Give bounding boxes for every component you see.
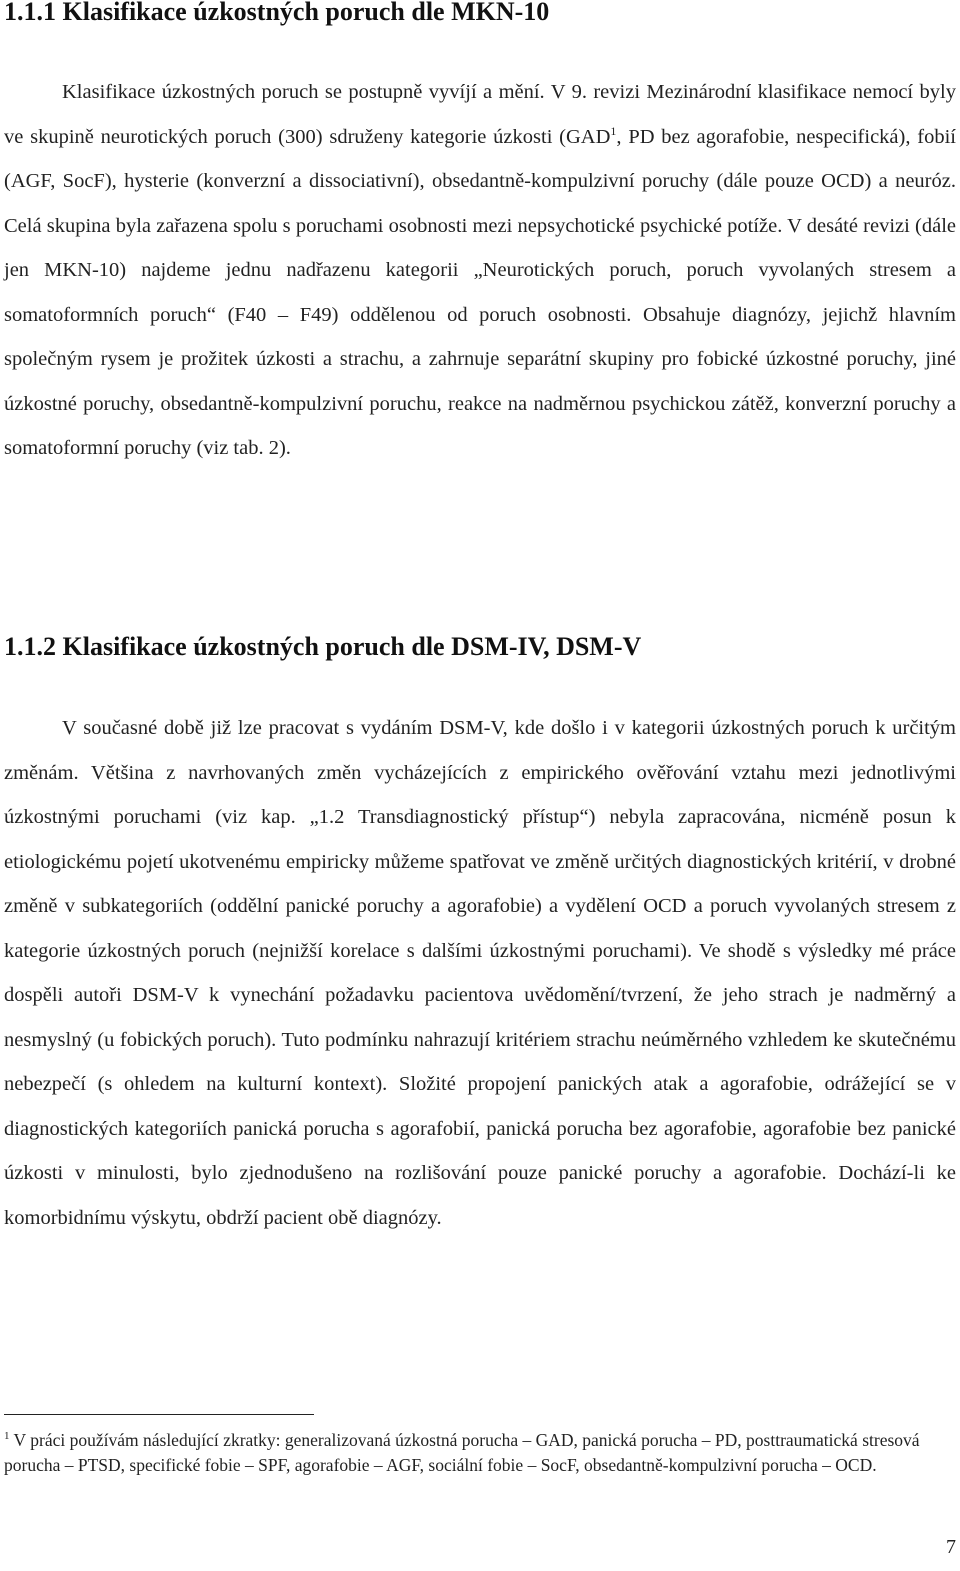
footnote <box>4 1428 956 1478</box>
footnote-reference[interactable]: 1 <box>610 123 617 138</box>
document-page <box>4 0 956 1571</box>
paragraph-text: Klasifikace úzkostných poruch se postupně vyvíjí a mění. V 9. revizi Mezinárodní klasifikace nemocí byly ve skupině neurotických poruch (300) sdruženy kategorie úzkosti (GAD <box>4 81 956 148</box>
section-paragraph-dsm: V současné době již lze pracovat s vydáním DSM-V, kde došlo i v kategorii úzkostných poruch k určitým změnám. Většina z navrhovaných změn vycházejících z empirického ověřování vztahu mezi jednotlivými úzkostnými poruchami (viz kap. „1.2 Transdiagnostický přístup“) nebyla zapracována, nicméně posun k etiologickému pojetí ukotvenému empiricky můžeme spatřovat ve změně určitých diagnostických kritérií, v drobné změně v subkategoriích (oddělní panické poruchy a agorafobie) a vydělení OCD a poruch vyvolaných stresem z kategorie úzkostných poruch (nejnižší korelace s dalšími úzkostnými poruchami). Ve shodě s výsledky mé práce dospěli autoři DSM-V k vynechání požadavku pacientova uvědomění/tvrzení, že jeho strach je nadměrný a nesmyslný (u fobických poruch). Tuto podmínku nahrazují kritériem strachu neúměrného vzhledem ke skutečnému nebezpečí (s ohledem na kulturní kontext). Složité propojení panických atak a agorafobie, odrážející se v diagnostických kategoriích panická porucha s agorafobií, panická porucha bez agorafobie, agorafobie bez panické úzkosti v minulosti, bylo zjednodušeno na rozlišování pouze panické poruchy a agorafobie. Dochází-li ke komorbidnímu výskytu, obdrží pacient obě diagnózy. <box>4 717 956 1229</box>
section-heading-mkn10: 1.1.1 Klasifikace úzkostných poruch dle MKN-10 <box>4 0 550 26</box>
section-heading-dsm: 1.1.2 Klasifikace úzkostných poruch dle DSM-IV, DSM-V <box>4 632 642 661</box>
section-paragraph-mkn10 <box>4 70 956 471</box>
footnote-number: 1 <box>4 1430 10 1443</box>
footnote-text: V práci používám následující zkratky: generalizovaná úzkostná porucha – GAD, panická porucha – PD, posttraumatická stresová porucha – PTSD, specifické fobie – SPF, agorafobie – AGF, sociální fobie – SocF, obsedantně-kompulzivní porucha – OCD. <box>4 1430 920 1475</box>
paragraph-text: , PD bez agorafobie, nespecifická), fobií (AGF, SocF), hysterie (konverzní a dissociativní), obsedantně-kompulzivní poruchy (dále pouze OCD) a neuróz. Celá skupina byla zařazena spolu s poruchami osobnosti mezi nepsychotické psychické potíže. V desáté revizi (dále jen MKN-10) najdeme jednu nadřazenu kategorii „Neurotických poruch, poruch vyvolaných stresem a somatoformních poruch“ (F40 – F49) oddělenou od poruch osobnosti. Obsahuje diagnózy, jejichž hlavním společným rysem je prožitek úzkosti a strachu, a zahrnuje separátní skupiny pro fobické úzkostné poruchy, jiné úzkostné poruchy, obsedantně-kompulzivní poruchu, reakce na nadměrnou psychickou zátěž, konverzní poruchy a somatoformní poruchy (viz tab. 2). <box>4 125 956 459</box>
footnote-divider <box>4 1414 314 1415</box>
page-number: 7 <box>946 1536 956 1558</box>
